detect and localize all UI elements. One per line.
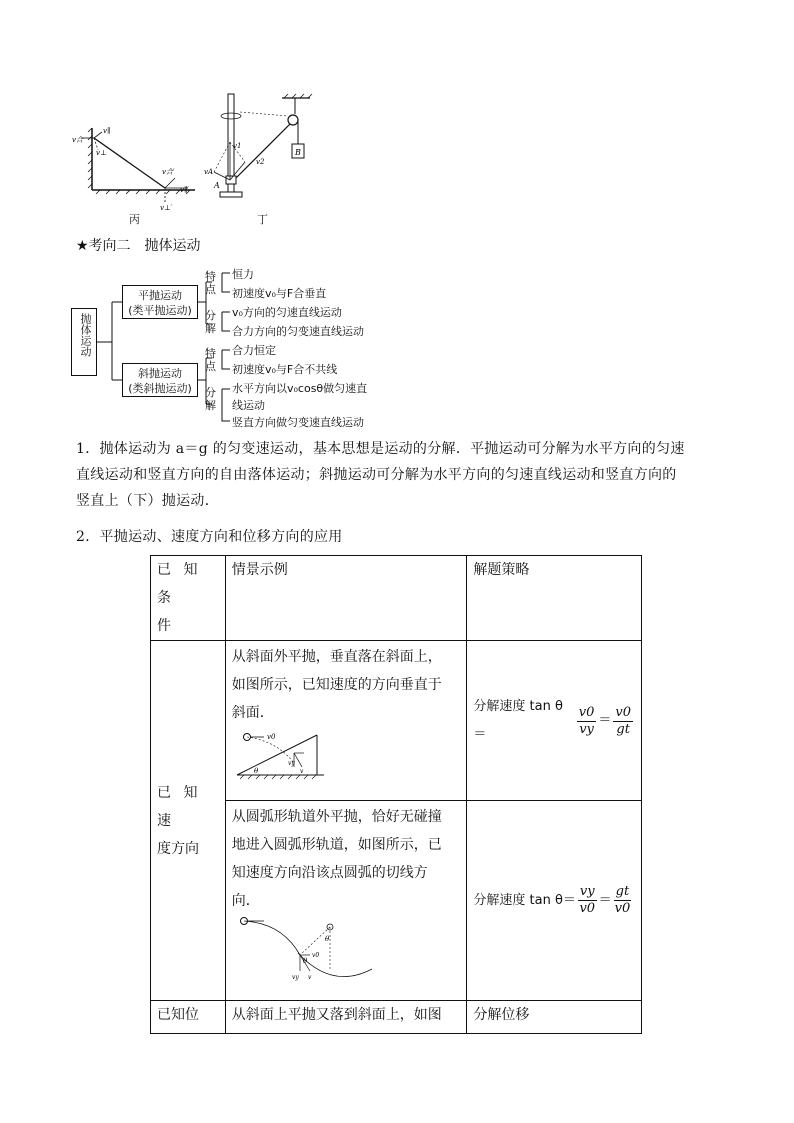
figure-ding xyxy=(200,92,315,207)
fig-bing-vperp2: v⊥′ xyxy=(160,204,173,212)
row3-scenario: 从斜面上平抛又落到斜面上，如图 xyxy=(225,1001,467,1034)
table-row xyxy=(151,1001,642,1034)
branch-pingpao-name: 平抛运动 xyxy=(138,289,182,302)
svg-text:v0: v0 xyxy=(266,733,276,741)
table-row xyxy=(151,641,642,801)
branch-xiepao-name: 斜抛运动 xyxy=(138,367,182,380)
header-known-condition: 已 知 条 件 xyxy=(151,556,226,641)
item-chusudu-bugongxian: 初速度v₀与F合不共线 xyxy=(232,363,338,376)
row1-formula: 分解速度 tan θ＝ $\frac{v0}{vy}$ ＝ $\frac{v0}{gt}$ xyxy=(473,699,631,742)
figure-bing-label: 丙 xyxy=(129,213,140,226)
item-heli-hengding: 合力恒定 xyxy=(232,344,276,357)
tree-root-label: 抛体运动 xyxy=(79,313,92,357)
fig-ding-v2: v2 xyxy=(256,158,265,166)
paragraph-1-line-1: 1．抛体运动为 a＝g 的匀变速运动，基本思想是运动的分解．平抛运动可分解为水平方向的匀速 xyxy=(76,441,685,457)
item-heli-yunbian: 合力方向的匀变速直线运动 xyxy=(232,325,364,338)
tag-pingpao-tedian: 特点 xyxy=(205,270,216,296)
fig-bing-vhe: v合 xyxy=(72,136,83,144)
figure-ding-label: 丁 xyxy=(257,213,268,226)
row3-strategy: 分解位移 xyxy=(467,1001,642,1034)
header-strategy: 解题策略 xyxy=(467,556,642,641)
paragraph-1 xyxy=(76,436,726,514)
branch-xiepao-box xyxy=(122,363,198,397)
paragraph-1-line-3: 竖直上（下）抛运动． xyxy=(76,493,219,509)
fig-ding-v1: v1 xyxy=(233,142,242,150)
svg-text:vy: vy xyxy=(287,760,295,767)
item-shuiping-yunsu-cont: 线运动 xyxy=(232,399,265,412)
figure-bing xyxy=(70,108,200,223)
svg-text:θ: θ xyxy=(324,935,329,943)
item-chusudu-chuizhi: 初速度v₀与F合垂直 xyxy=(232,287,327,300)
fig-bing-vperp: v⊥ xyxy=(96,149,107,157)
svg-text:vy: vy xyxy=(291,974,299,981)
fig-bing-vhe2: v合′ xyxy=(162,168,175,176)
paragraph-1-line-2: 直线运动和竖直方向的自由落体运动；斜抛运动可分解为水平方向的匀速直线运动和竖直方向的 xyxy=(76,467,677,483)
tag-pingpao-fenjie: 分解 xyxy=(205,309,216,335)
item-hengli: 恒力 xyxy=(232,268,254,281)
row1-strategy xyxy=(467,641,642,801)
group-label-velocity: 已 知 速 度方向 xyxy=(151,641,226,1001)
tag-xiepao-tedian: 特点 xyxy=(205,347,216,373)
svg-text:v: v xyxy=(299,768,304,775)
item-v0-yunsu: v₀方向的匀速直线运动 xyxy=(232,306,342,319)
svg-text:θ: θ xyxy=(253,767,258,775)
tree-root-box xyxy=(71,308,97,376)
item-shuzhi-yunbian: 竖直方向做匀变速直线运动 xyxy=(232,416,364,429)
fig-ding-block: B xyxy=(295,148,301,157)
row2-formula: 分解速度 tan θ＝ $\frac{vy}{v0}$ ＝ $\frac{gt}{v0}$ xyxy=(473,884,631,916)
arc-track-figure xyxy=(232,915,382,989)
paragraph-2: 2．平抛运动、速度方向和位移方向的应用 xyxy=(76,529,343,545)
fig-bing-vpar2: v∥′ xyxy=(180,186,189,194)
svg-text:v: v xyxy=(307,974,312,981)
tag-xiepao-fenjie: 分解 xyxy=(205,386,216,412)
incline-figure xyxy=(232,729,332,781)
row1-scenario: 从斜面外平抛，垂直落在斜面上， 如图所示，已知速度的方向垂直于 斜面． v0 θ vy v xyxy=(225,641,467,801)
row2-strategy xyxy=(467,801,642,1001)
strategy-table xyxy=(150,555,642,1034)
svg-text:v0: v0 xyxy=(311,952,319,959)
header-scenario: 情景示例 xyxy=(225,556,467,641)
branch-xiepao-sub: (类斜抛运动) xyxy=(128,382,192,395)
row3-label: 已知位 xyxy=(151,1001,226,1034)
branch-pingpao-box xyxy=(122,285,198,319)
branch-pingpao-sub: (类平抛运动) xyxy=(128,304,192,317)
fig-ding-point: A xyxy=(214,181,220,190)
table-header-row xyxy=(151,556,642,641)
fig-bing-vpar: v∥ xyxy=(103,127,111,135)
svg-text:θ: θ xyxy=(302,957,307,965)
item-shuiping-yunsu: 水平方向以v₀cosθ做匀速直 xyxy=(232,382,368,395)
row2-scenario: 从圆弧形轨道外平抛，恰好无碰撞 地进入圆弧形轨道，如图所示，已 知速度方向沿该点圆弧的切线方 向． θ θ v0 vy v xyxy=(225,801,467,1001)
fig-ding-va: vA xyxy=(204,168,214,176)
section-title: ★考向二 抛体运动 xyxy=(76,238,201,254)
